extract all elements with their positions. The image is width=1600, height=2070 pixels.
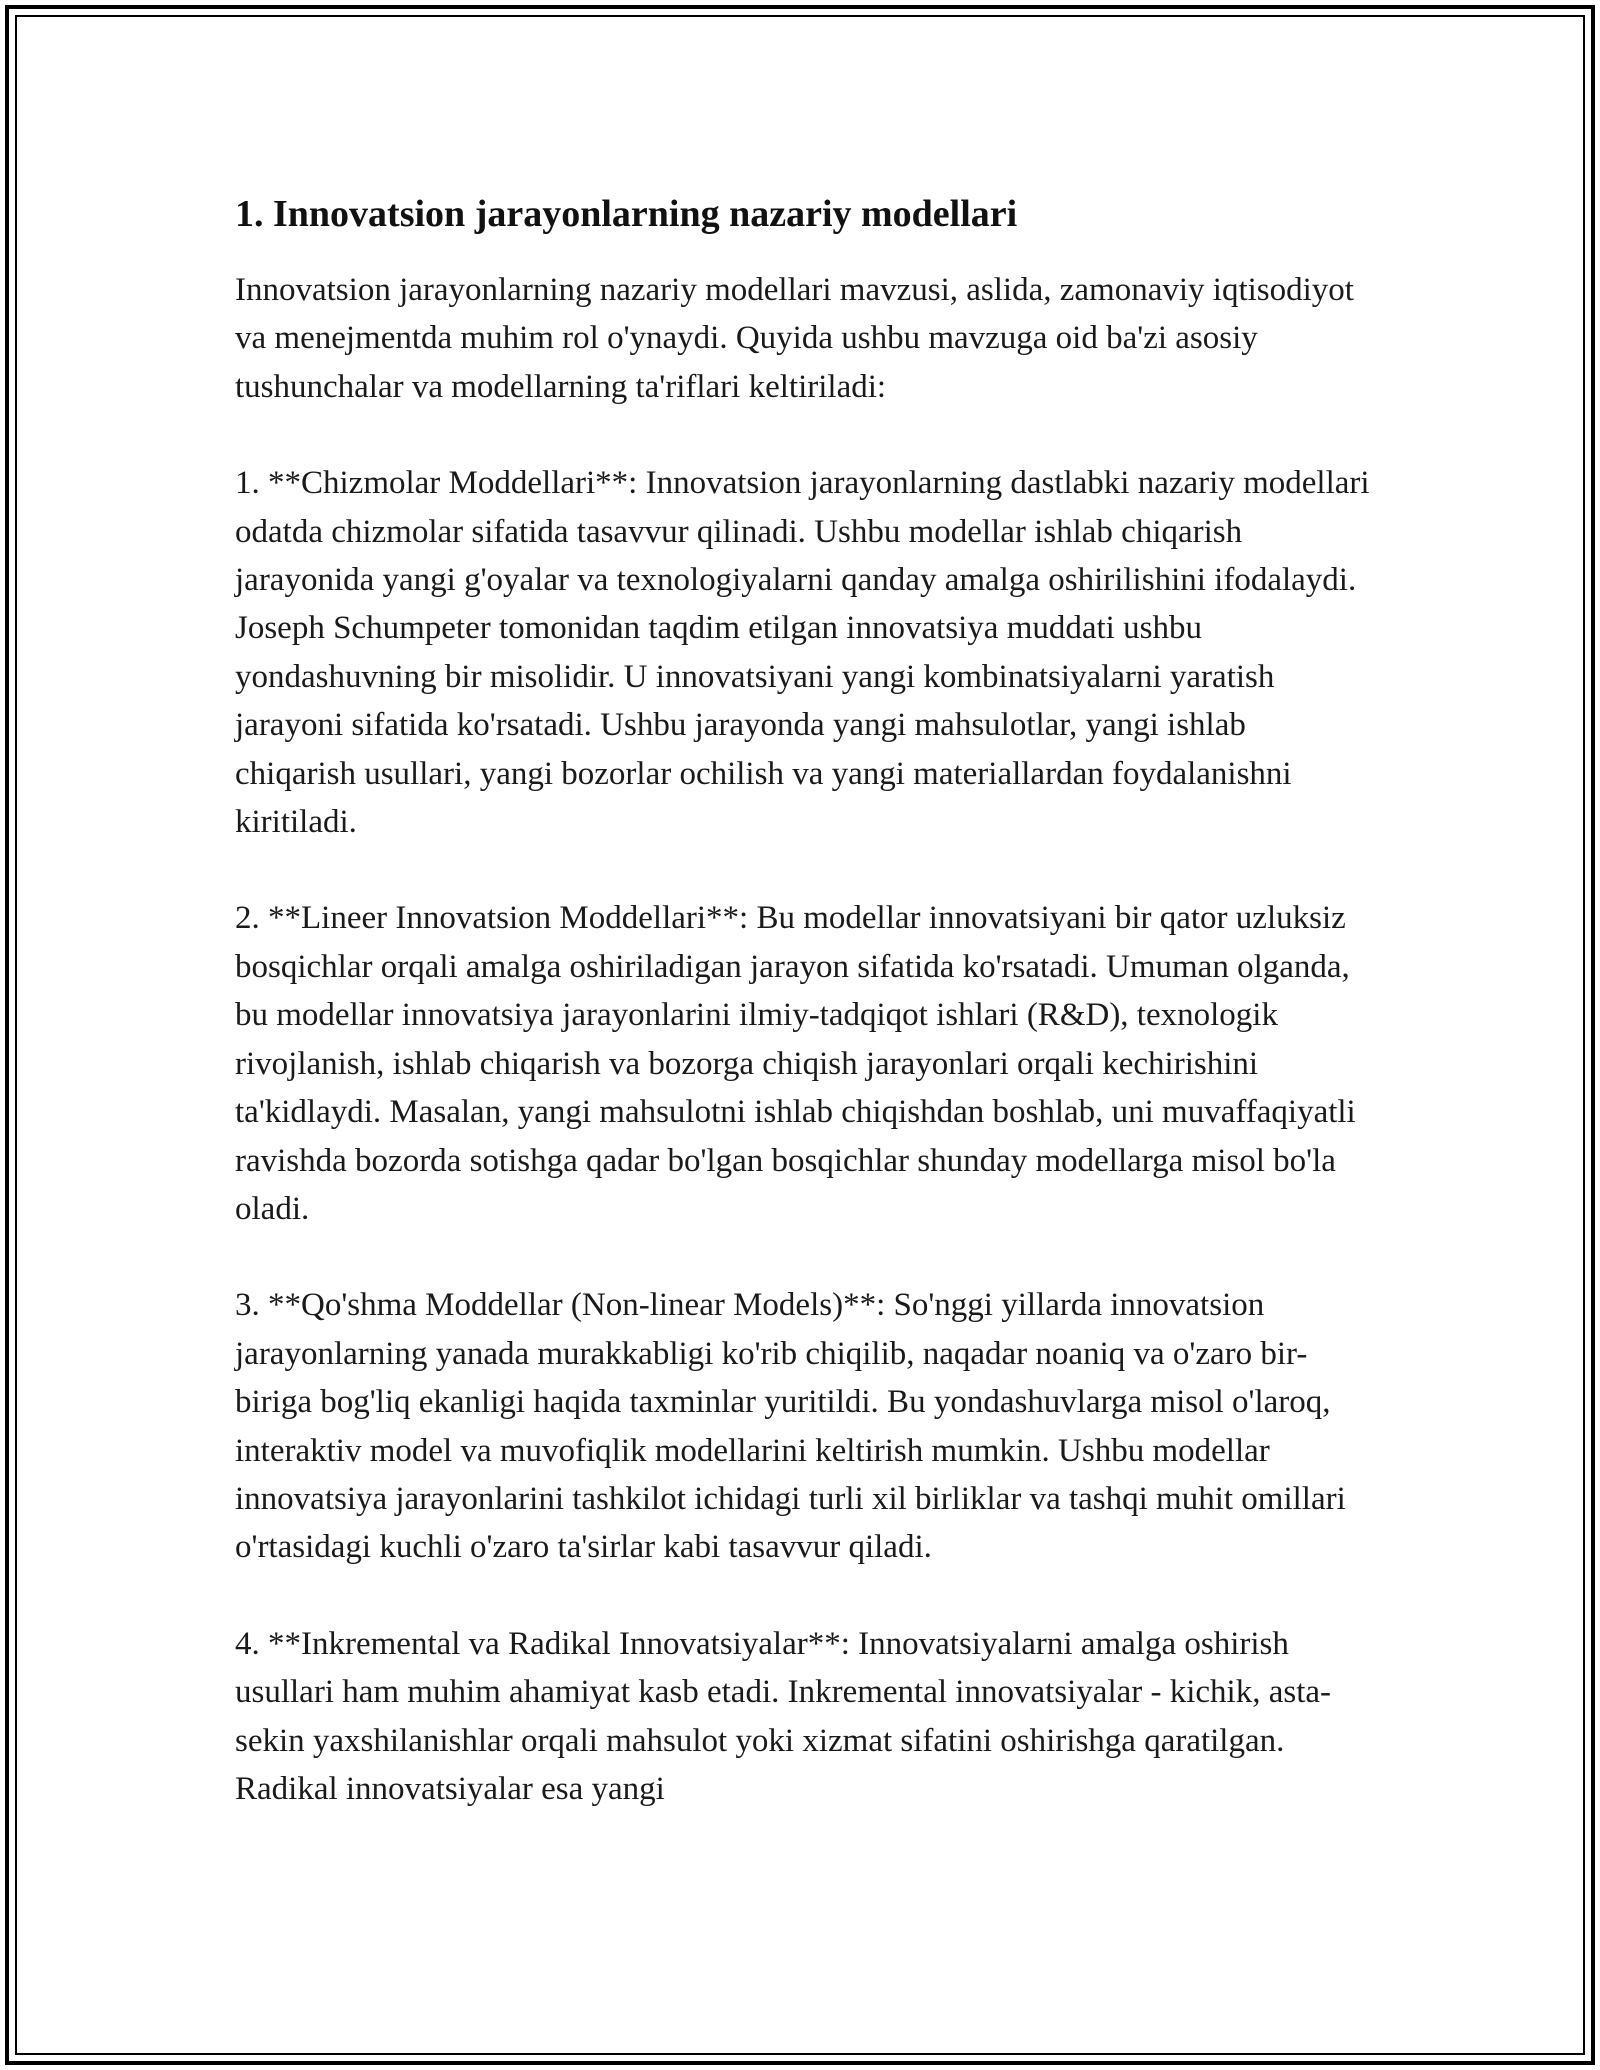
paragraph-non-linear-models: 3. **Qo'shma Moddellar (Non-linear Models)**: So'nggi yillarda innovatsion jarayonlarning yanada murakkabligi ko'rib chiqilib, naqadar noaniq va o'zaro bir-biriga bog'liq ekanligi haqida taxminlar yuritildi. Bu yondashuvlarga misol o'laroq, interaktiv model va muvofiqlik modellarini keltirish mumkin. Ushbu modellar innovatsiya jarayonlarini tashkilot ichidagi turli xil birliklar va tashqi muhit omillari o'rtasidagi kuchli o'zaro ta'sirlar kabi tasavvur qiladi.	[235, 1287, 1346, 1566]
document-title: 1. Innovatsion jarayonlarning nazariy modellari	[235, 193, 1018, 235]
intro-paragraph: Innovatsion jarayonlarning nazariy modellari mavzusi, aslida, zamonaviy iqtisodiyot va menejmentda muhim rol o'ynaydi. Quyida ushbu mavzuga oid ba'zi asosiy tushunchalar va modellarning ta'riflari keltiriladi:	[235, 272, 1354, 405]
paragraph-incremental-radical: 4. **Inkremental va Radikal Innovatsiyalar**: Innovatsiyalarni amalga oshirish usullari ham muhim ahamiyat kasb etadi. Inkremental innovatsiyalar - kichik, asta-sekin yaxshilanishlar orqali mahsulot yoki xizmat sifatini oshirishga qaratilgan. Radikal innovatsiyalar esa yangi	[235, 1625, 1332, 1807]
paragraph-lineer-models: 2. **Lineer Innovatsion Moddellari**: Bu modellar innovatsiyani bir qator uzluksiz bosqichlar orqali amalga oshiriladigan jarayon sifatida ko'rsatadi. Umuman olganda, bu modellar innovatsiya jarayonlarini ilmiy-tadqiqot ishlari (R&D), texnologik rivojlanish, ishlab chiqarish va bozorga chiqish jarayonlari orqali kechirishini ta'kidlaydi. Masalan, yangi mahsulotni ishlab chiqishdan boshlab, uni muvaffaqiyatli ravishda bozorda sotishga qadar bo'lgan bosqichlar shunday modellarga misol bo'la oladi.	[235, 900, 1356, 1227]
document-body	[235, 188, 1375, 1813]
paragraph-chizmolar-models: 1. **Chizmolar Moddellari**: Innovatsion jarayonlarning dastlabki nazariy modellari odatda chizmolar sifatida tasavvur qilinadi. Ushbu modellar ishlab chiqarish jarayonida yangi g'oyalar va texnologiyalarni qanday amalga oshirilishini ifodalaydi. Joseph Schumpeter tomonidan taqdim etilgan innovatsiya muddati ushbu yondashuvning bir misolidir. U innovatsiyani yangi kombinatsiyalarni yaratish jarayoni sifatida ko'rsatadi. Ushbu jarayonda yangi mahsulotlar, yangi ishlab chiqarish usullari, yangi bozorlar ochilish va yangi materiallardan foydalanishni kiritiladi.	[235, 465, 1370, 841]
